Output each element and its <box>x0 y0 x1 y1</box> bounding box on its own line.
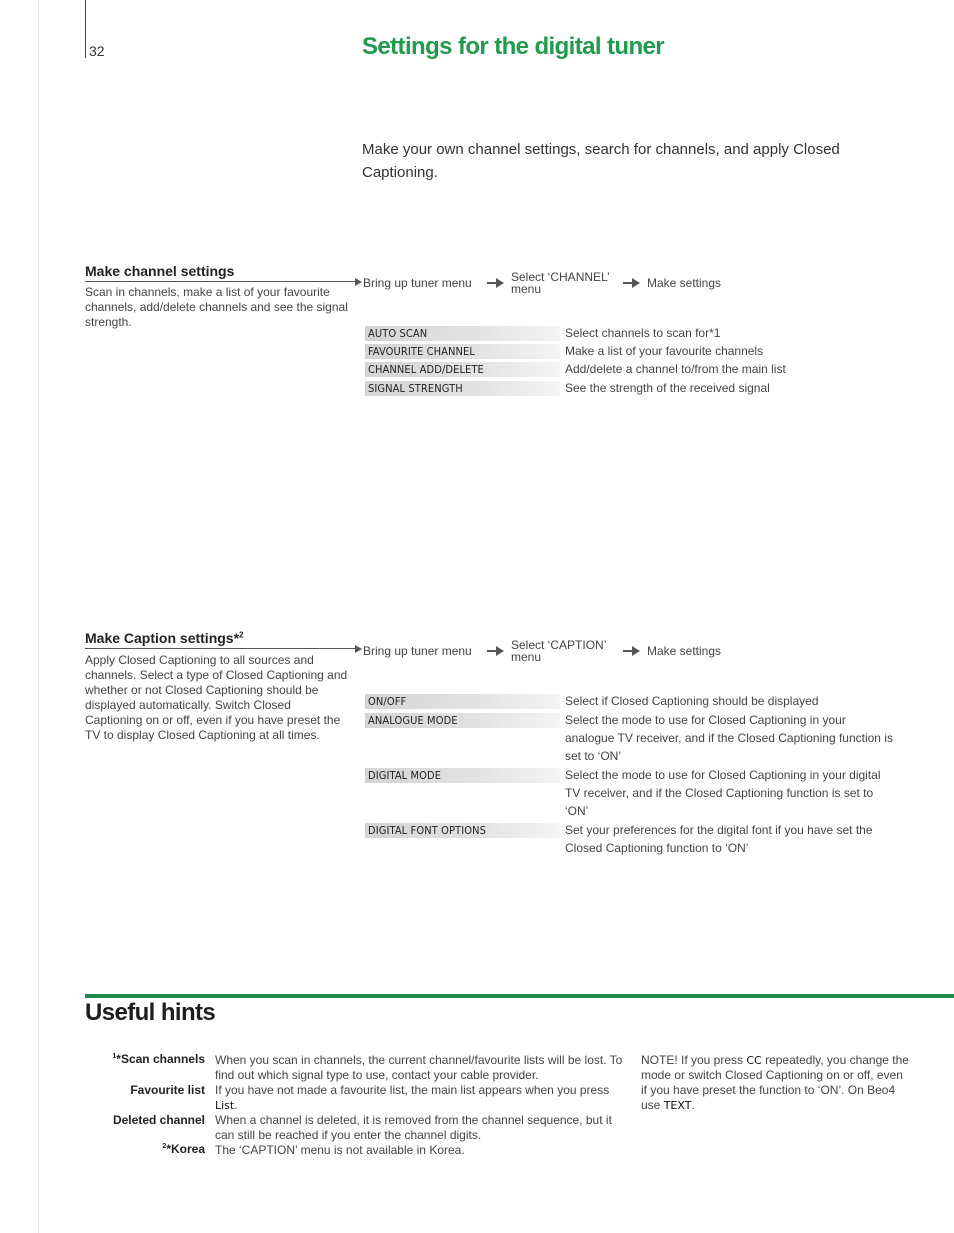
section-divider <box>85 994 954 998</box>
menu-key: CHANNEL ADD/DELETE <box>365 362 560 377</box>
hint-superscript: 2 <box>162 1143 167 1150</box>
flow-step-select-menu-line1: Select ‘CHANNEL’ <box>511 270 610 284</box>
hint-text: . <box>234 1098 238 1112</box>
hint-definition: The ‘CAPTION’ menu is not available in Korea. <box>215 1143 465 1157</box>
arrow-right-icon <box>623 646 639 656</box>
hint-term-text: *Korea <box>166 1142 205 1156</box>
arrow-right-icon <box>487 646 503 656</box>
caption-menu-flow <box>363 638 743 668</box>
flow-step-bring-up-menu: Bring up tuner menu <box>363 644 472 658</box>
note-text <box>641 1053 911 1113</box>
menu-value: Select the mode to use for Closed Captioning in your analogue TV receiver, and if the Closed Captioning function is set to ‘ON’ <box>565 713 893 763</box>
menu-value: Set your preferences for the digital font if you have set the Closed Captioning function to ‘ON’ <box>565 823 873 855</box>
page-number: 32 <box>89 43 105 59</box>
caption-section-description: Apply Closed Captioning to all sources and channels. Select a type of Closed Captioning and whether or not Closed Captioning should be displayed automatically. Switch Closed Captioning on or off, even if you have preset the TV to display Closed Captioning at all times. <box>85 653 348 742</box>
flow-step-select-menu <box>511 271 610 295</box>
menu-value: Select channels to scan for*1 <box>565 326 721 340</box>
hint-term-text: Deleted channel <box>112 1113 205 1127</box>
arrow-right-icon <box>623 278 639 288</box>
flow-step-select-menu-line2: menu <box>511 650 542 664</box>
flow-step-select-menu <box>511 639 606 663</box>
heading-arrow-icon <box>355 278 362 286</box>
hint-definition: When a channel is deleted, it is removed from the channel sequence, but it can still be reached if you enter the channel digits. <box>215 1113 612 1142</box>
note-part: NOTE! If you press <box>641 1053 747 1067</box>
hint-term-text: *Scan channels <box>116 1052 205 1066</box>
intro-text: Make your own channel settings, search for channels, and apply Closed Captioning. <box>362 141 840 181</box>
note-part: repeatedly, you change the mode or switch Closed Captioning on or off, even if you have preset the function to ‘ON’. On Beo4 use <box>641 1053 909 1112</box>
channel-section-heading-text: Make channel settings <box>85 263 235 279</box>
hint-definition <box>215 1083 625 1113</box>
list-button-label: List <box>215 1099 235 1112</box>
flow-step-bring-up-menu: Bring up tuner menu <box>363 276 472 290</box>
menu-value: Add/delete a channel to/from the main list <box>565 362 786 376</box>
hint-text: If you have not made a favourite list, the main list appears when you press <box>215 1083 610 1097</box>
cc-button-label: CC <box>746 1054 762 1067</box>
menu-key: ANALOGUE MODE <box>365 713 560 728</box>
menu-value: Select the mode to use for Closed Captioning in your digital TV receiver, and if the Closed Captioning function is set to ‘ON’ <box>565 768 881 818</box>
flow-step-select-menu-line1: Select ‘CAPTION’ <box>511 638 607 652</box>
menu-key: ON/OFF <box>365 694 560 709</box>
text-button-label: TEXT <box>663 1099 692 1112</box>
hint-term <box>130 1083 205 1097</box>
menu-key: FAVOURITE CHANNEL <box>365 344 560 359</box>
menu-value: See the strength of the received signal <box>565 381 770 395</box>
caption-section-heading-text: Make Caption settings* <box>85 630 240 646</box>
page-number-bar <box>85 0 86 58</box>
menu-value: Make a list of your favourite channels <box>565 344 764 358</box>
caption-heading-superscript: 2 <box>239 630 244 640</box>
caption-section-heading <box>85 630 356 649</box>
hint-term <box>112 1052 205 1066</box>
hint-term <box>162 1142 205 1156</box>
menu-key: SIGNAL STRENGTH <box>365 381 560 396</box>
page-margin-line <box>38 0 39 1233</box>
menu-value: Select if Closed Captioning should be displayed <box>565 694 819 708</box>
menu-key: DIGITAL MODE <box>365 768 560 783</box>
channel-section-description: Scan in channels, make a list of your favourite channels, add/delete channels and see the signal strength. <box>85 285 348 329</box>
flow-step-make-settings: Make settings <box>647 276 722 290</box>
arrow-right-icon <box>487 278 503 288</box>
page-title: Settings for the digital tuner <box>362 33 665 60</box>
hints-title: Useful hints <box>85 999 216 1026</box>
menu-key: DIGITAL FONT OPTIONS <box>365 823 560 838</box>
hint-term <box>113 1113 205 1127</box>
hint-superscript: 1 <box>112 1053 117 1060</box>
note-part: . <box>691 1098 695 1112</box>
hint-term-text: Favourite list <box>130 1083 205 1097</box>
channel-menu-flow <box>363 270 743 300</box>
hint-definition: When you scan in channels, the current channel/favourite lists will be lost. To find out which signal type to use, contact your cable provider. <box>215 1053 623 1082</box>
menu-key: AUTO SCAN <box>365 326 560 341</box>
flow-step-select-menu-line2: menu <box>511 282 542 296</box>
flow-step-make-settings: Make settings <box>647 644 722 658</box>
channel-section-heading <box>85 263 356 282</box>
heading-arrow-icon <box>355 645 362 653</box>
